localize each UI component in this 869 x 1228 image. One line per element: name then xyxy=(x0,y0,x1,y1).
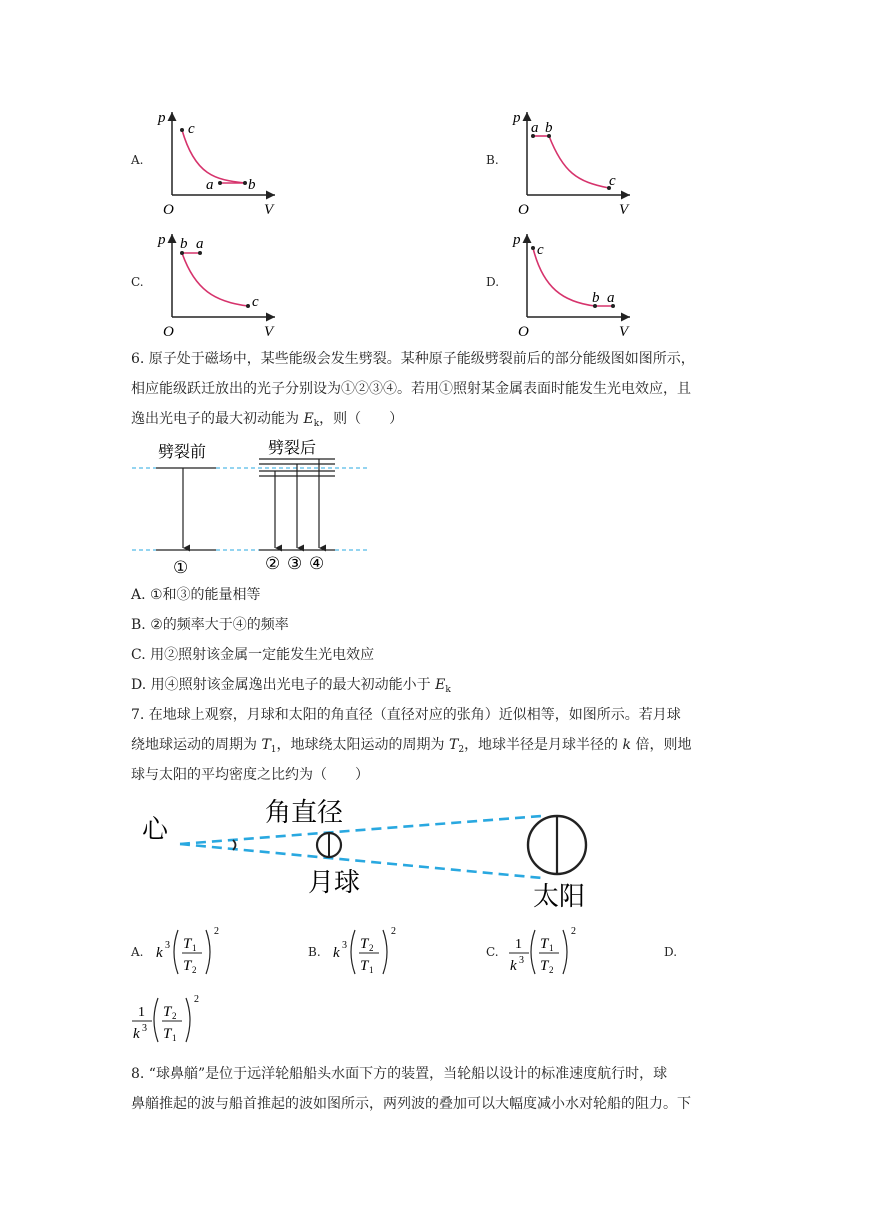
q6-option-d: D. 用④照射该金属逸出光电子的最大初动能小于 $E_k$ xyxy=(131,677,451,695)
label-after-split: 劈裂后 xyxy=(268,440,317,457)
label-a: a xyxy=(196,236,204,252)
num-T: T xyxy=(540,936,549,952)
axis-label-p: p xyxy=(513,110,521,126)
axis-label-p: p xyxy=(158,232,166,248)
graph-d xyxy=(505,222,645,342)
q8-stem-line2: 鼻艏推起的波与船首推起的波如图所示，两列波的叠加可以大幅度减小水对轮船的阻力。下 xyxy=(131,1096,691,1112)
photon-label-1: ① xyxy=(173,558,189,577)
frac-one: 1 xyxy=(138,1005,145,1020)
den-sub: 1 xyxy=(369,965,374,975)
q6-stem-line1: 6. 原子处于磁场中，某些能级会发生劈裂。某种原子能级劈裂前后的部分能级图如图所示， xyxy=(131,351,695,367)
energy-level-diagram xyxy=(128,435,373,580)
q6-stem-line3: 逸出光电子的最大初动能为 $E_k$，则（ ） xyxy=(131,411,404,429)
q8-stem-line1: 8. “球鼻艏”是位于远洋轮船船头水面下方的装置，当轮船以设计的标准速度航行时，球 xyxy=(131,1066,668,1082)
point-c xyxy=(180,128,184,132)
isotherm-curve xyxy=(182,130,245,183)
origin-label: O xyxy=(518,324,529,340)
label-a: a xyxy=(206,177,214,193)
point-c xyxy=(531,246,535,250)
label-c: c xyxy=(188,121,195,137)
num-T: T xyxy=(183,936,192,952)
q6-option-a: A. ①和③的能量相等 xyxy=(131,587,261,603)
q7-option-c-label: C. xyxy=(486,945,499,959)
den-T: T xyxy=(183,958,192,974)
right-paren xyxy=(563,930,567,974)
graph-a xyxy=(150,100,290,220)
num-sub: 2 xyxy=(369,943,374,953)
left-paren xyxy=(174,930,178,974)
q6-stem-line2: 相应能级跃迁放出的光子分别设为①②③④。若用①照射某金属表面时能发生光电效应，且 xyxy=(131,381,691,397)
axis-label-v: V xyxy=(264,202,274,218)
q7-option-b-label: B. xyxy=(308,945,321,959)
label-moon: 月球 xyxy=(308,868,361,897)
formula-exp3: 3 xyxy=(342,940,347,951)
q7-stem-line1: 7. 在地球上观察，月球和太阳的角直径（直径对应的张角）近似相等，如图所示。若月球 xyxy=(131,707,681,723)
graph-c xyxy=(150,222,290,342)
axis-label-v: V xyxy=(619,324,629,340)
origin-label: O xyxy=(163,202,174,218)
den-sub: 1 xyxy=(172,1033,177,1043)
axis-label-v: V xyxy=(264,324,274,340)
left-paren xyxy=(351,930,355,974)
formula-k: k xyxy=(133,1026,140,1042)
den-T: T xyxy=(540,958,549,974)
angle-arc xyxy=(233,840,236,850)
angular-diameter-diagram xyxy=(130,790,610,915)
formula-k: k xyxy=(333,945,340,961)
origin-label: O xyxy=(518,202,529,218)
num-sub: 1 xyxy=(192,943,197,953)
option-b-label: B. xyxy=(486,153,499,167)
photon-label-4: ④ xyxy=(309,554,325,573)
upper-sight-line xyxy=(180,816,542,844)
point-b xyxy=(243,181,247,185)
q6-option-b: B. ②的频率大于④的频率 xyxy=(131,617,289,633)
num-T: T xyxy=(163,1004,172,1020)
photon-label-2: ② xyxy=(265,554,281,573)
den-T: T xyxy=(360,958,369,974)
eye-icon: 心 xyxy=(142,815,169,844)
label-b: b xyxy=(248,177,256,193)
q7-option-d-formula xyxy=(128,988,208,1048)
isotherm-curve xyxy=(182,253,248,306)
right-paren xyxy=(383,930,387,974)
den-T: T xyxy=(163,1026,172,1042)
q7-stem-line2: 绕地球运动的周期为 $T_1$，地球绕太阳运动的周期为 $T_2$，地球半径是月球半径的 k 倍，则地 xyxy=(131,737,692,755)
label-angular-diameter: 角直径 xyxy=(265,798,344,827)
right-paren xyxy=(206,930,210,974)
q6-option-c: C. 用②照射该金属一定能发生光电效应 xyxy=(131,647,375,663)
label-a: a xyxy=(531,120,539,136)
q7-option-a-formula xyxy=(150,920,230,980)
right-paren xyxy=(186,998,190,1042)
label-a: a xyxy=(607,290,615,306)
num-T: T xyxy=(360,936,369,952)
label-b: b xyxy=(592,290,600,306)
num-sub: 2 xyxy=(172,1011,177,1021)
origin-label: O xyxy=(163,324,174,340)
axis-label-p: p xyxy=(158,110,166,126)
formula-k: k xyxy=(156,945,163,961)
isotherm-curve xyxy=(549,136,609,188)
formula-exp2: 2 xyxy=(571,926,576,937)
frac-one: 1 xyxy=(515,937,522,952)
q7-option-d-label: D. xyxy=(664,945,678,959)
axis-label-v: V xyxy=(619,202,629,218)
axis-label-p: p xyxy=(513,232,521,248)
formula-exp3: 3 xyxy=(142,1023,147,1034)
option-c-label: C. xyxy=(131,275,144,289)
q7-option-c-formula xyxy=(505,920,585,980)
point-c xyxy=(246,304,250,308)
q7-stem-line3: 球与太阳的平均密度之比约为（ ） xyxy=(131,767,369,783)
graph-b xyxy=(505,100,645,220)
label-before-split: 劈裂前 xyxy=(158,444,207,461)
den-sub: 2 xyxy=(549,965,554,975)
formula-exp2: 2 xyxy=(391,926,396,937)
formula-exp3: 3 xyxy=(165,940,170,951)
label-sun: 太阳 xyxy=(533,882,586,911)
label-c: c xyxy=(609,173,616,189)
num-sub: 1 xyxy=(549,943,554,953)
left-paren xyxy=(531,930,535,974)
left-paren xyxy=(154,998,158,1042)
q7-option-a-label: A. xyxy=(131,945,144,959)
label-c: c xyxy=(252,294,259,310)
label-c: c xyxy=(537,242,544,258)
label-b: b xyxy=(180,236,188,252)
formula-k: k xyxy=(510,958,517,974)
point-a xyxy=(218,181,222,185)
option-a-label: A. xyxy=(131,153,144,167)
q7-option-b-formula xyxy=(327,920,407,980)
formula-exp2: 2 xyxy=(214,926,219,937)
formula-exp2: 2 xyxy=(194,994,199,1005)
photon-label-3: ③ xyxy=(287,554,303,573)
formula-exp3: 3 xyxy=(519,955,524,966)
label-b: b xyxy=(545,120,553,136)
den-sub: 2 xyxy=(192,965,197,975)
option-d-label: D. xyxy=(486,275,500,289)
